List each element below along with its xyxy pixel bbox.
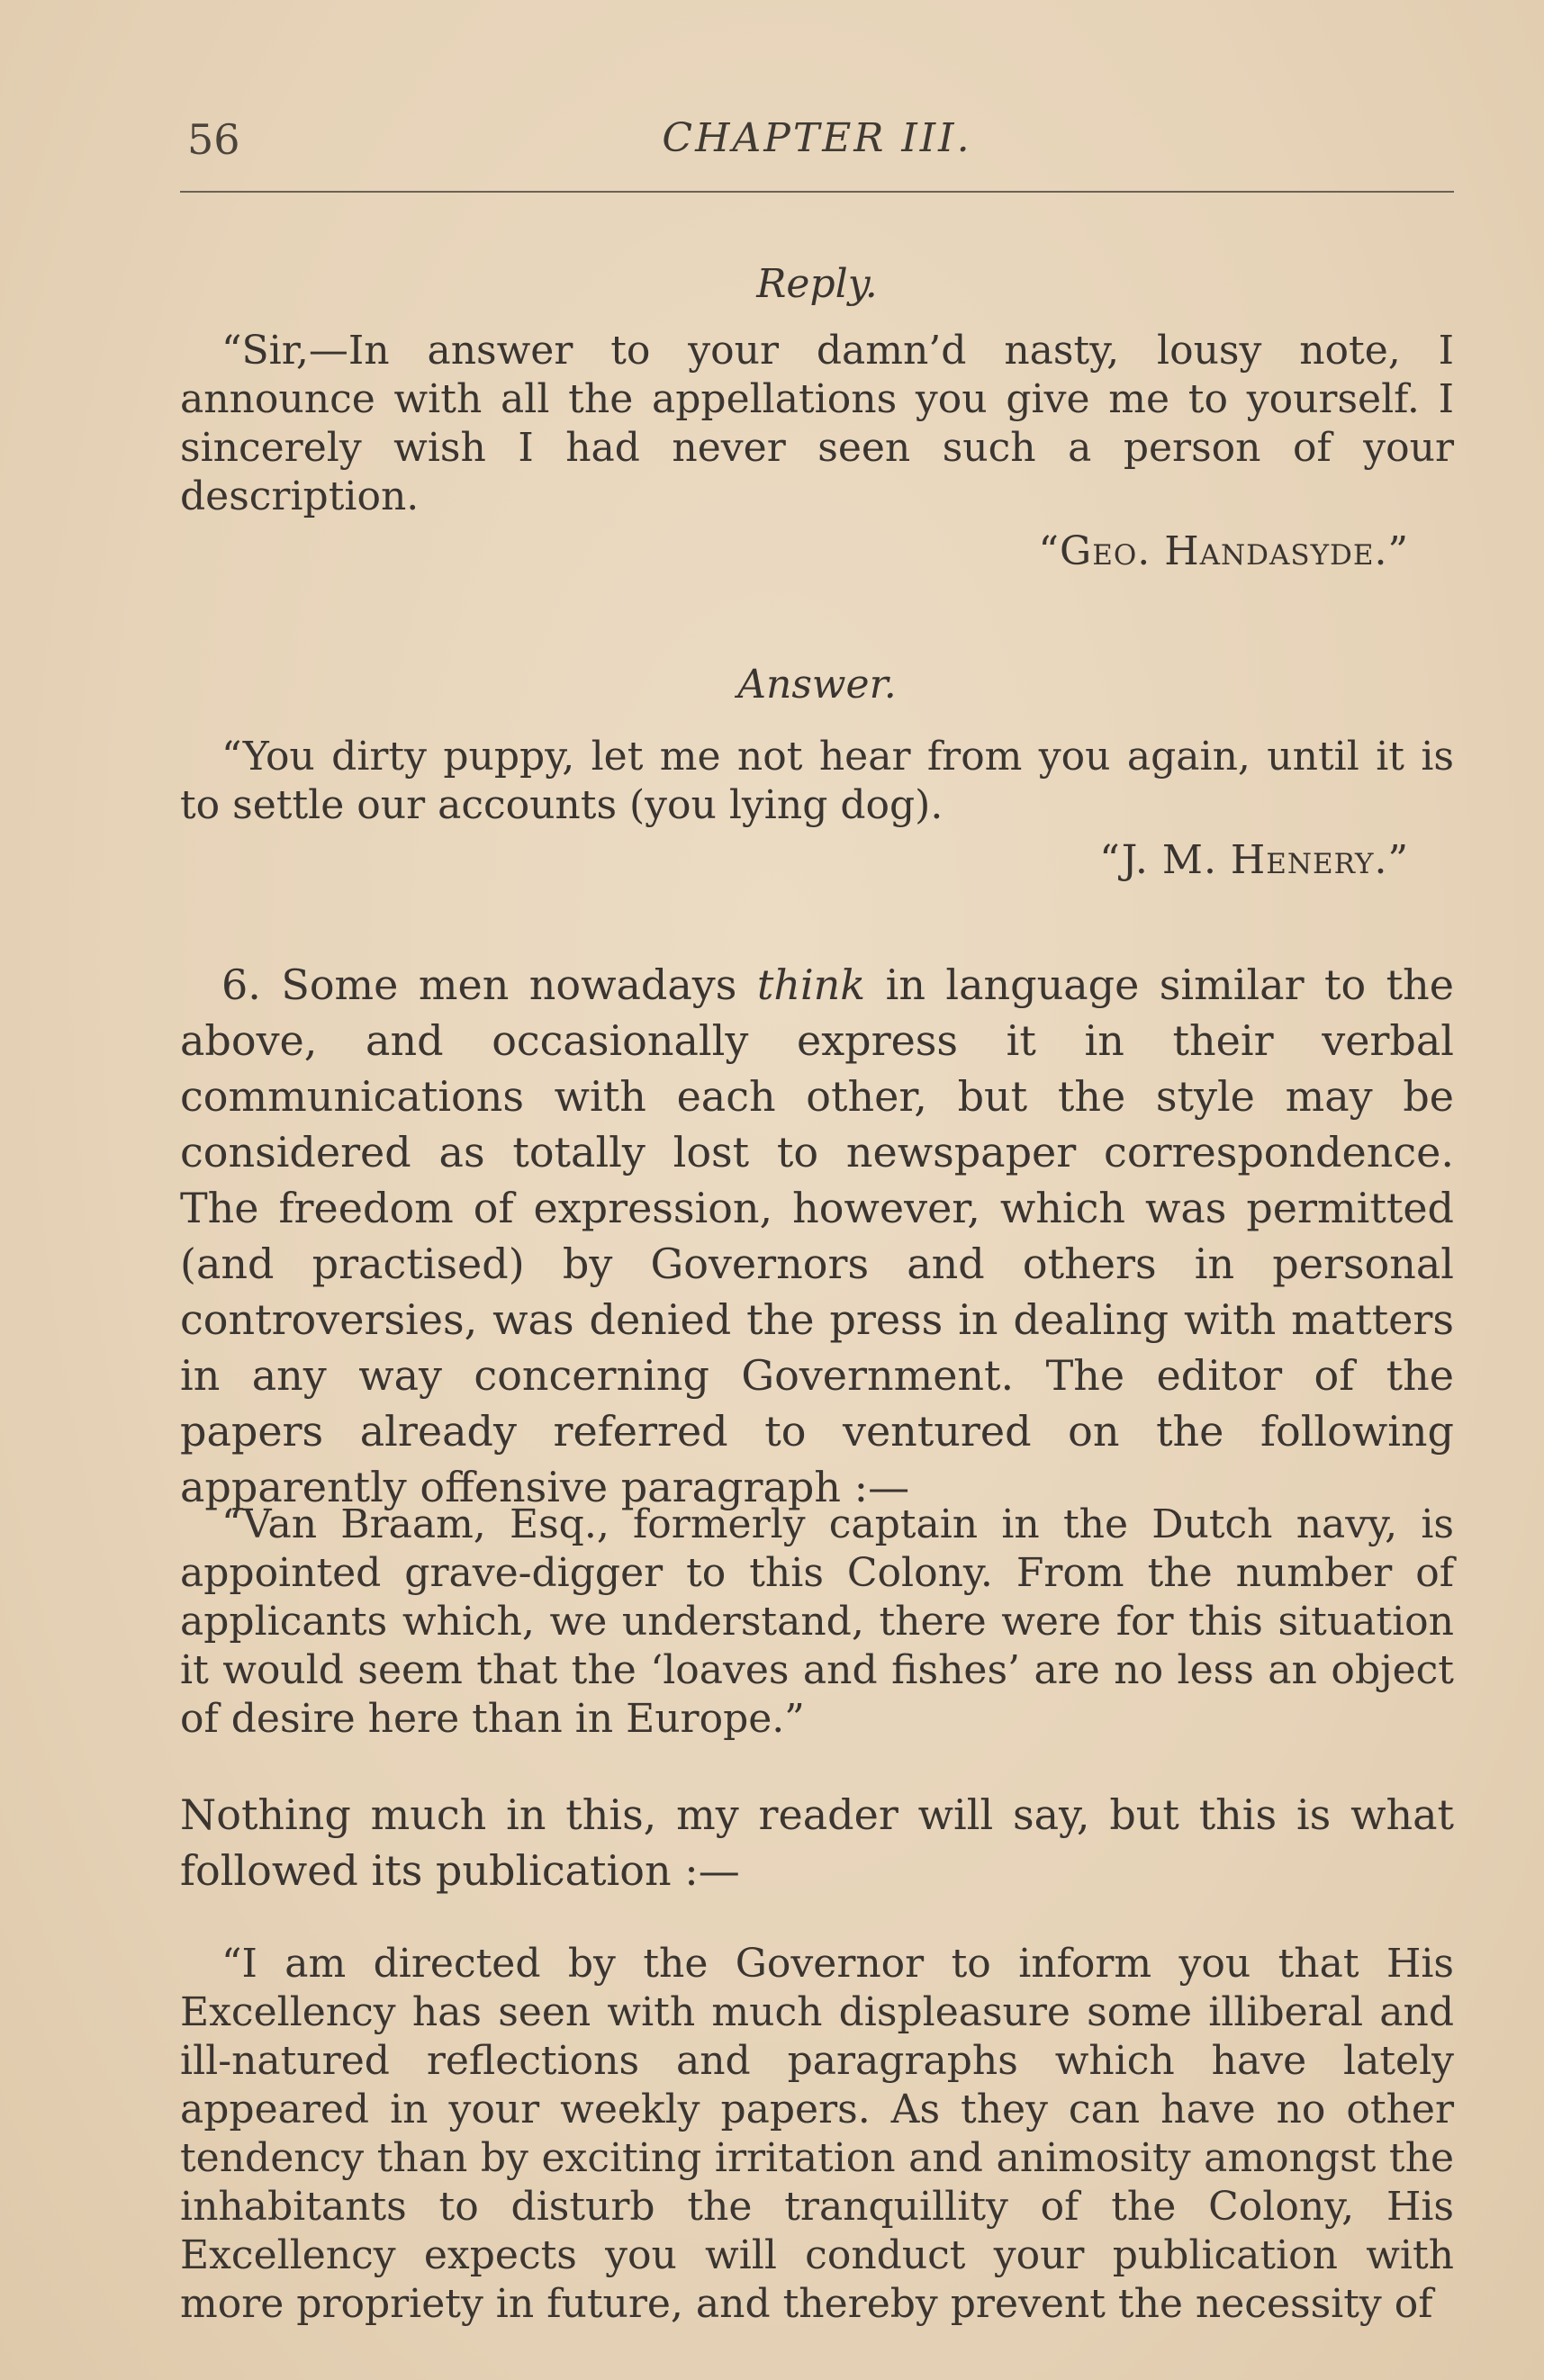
answer-signature: “J. M. Henery.” — [1099, 837, 1409, 883]
page-header — [180, 115, 1454, 178]
paragraph-6-rest: in language similar to the above, and occasionally express it in their verbal communications with each other, but the style may be considered as totally lost to newspaper correspondence. The freedom of expression, however, which was permitted (and practised) by Governors and others in personal controversies, was denied the press in dealing with matters in any way concerning Government. The editor of the papers already referred to ventured on the following apparently offensive paragraph :— — [180, 960, 1454, 1511]
answer-text: “You dirty puppy, let me not hear from you again, until it is to settle our accounts (you lying dog). — [180, 734, 1454, 828]
quote-van-braam — [180, 1501, 1454, 1744]
running-head: CHAPTER III. — [662, 115, 972, 161]
paragraph-nothing — [180, 1787, 1454, 1898]
reply-text: “Sir,—In answer to your damn’d nasty, lousy note, I announce with all the appellations you give me to yourself. I sincerely wish I had never seen such a person of your description. — [180, 328, 1454, 519]
quote-governor-text: “I am directed by the Governor to inform you that His Excellency has seen with much displeasure some illiberal and ill-natured reflections and paragraphs which have lately appeared in your weekly papers. As they can have no other tendency than by exciting irritation and animosity amongst the inhabitants to disturb the tranquillity of the Colony, His Excellency expects you will conduct your publication with more propriety in future, and thereby prevent the necessity of — [180, 1941, 1454, 2327]
reply-heading: Reply. — [756, 261, 878, 307]
book-page — [180, 0, 1454, 2380]
header-rule — [180, 191, 1454, 193]
paragraph-6 — [180, 957, 1454, 1515]
paragraph-6-lead: 6. Some men nowadays — [221, 960, 757, 1009]
paragraph-6-text — [180, 957, 1454, 1515]
reply-section — [180, 261, 1454, 574]
reply-signature: “Geo. Handasyde.” — [1038, 528, 1409, 574]
paragraph-6-emphasis: think — [756, 960, 866, 1009]
answer-section — [180, 662, 1454, 883]
quote-governor — [180, 1940, 1454, 2329]
page-number: 56 — [187, 115, 240, 164]
quote-van-braam-text: “Van Braam, Esq., formerly captain in the Dutch navy, is appointed grave-digger to this Colony. From the number of applicants which, we understand, there were for this situation it would seem that the ‘loaves and fishes’ are no less an object of desire here than in Europe.” — [180, 1501, 1454, 1742]
paragraph-nothing-text: Nothing much in this, my reader will say, but this is what followed its publication :— — [180, 1790, 1454, 1895]
answer-heading: Answer. — [737, 662, 897, 708]
